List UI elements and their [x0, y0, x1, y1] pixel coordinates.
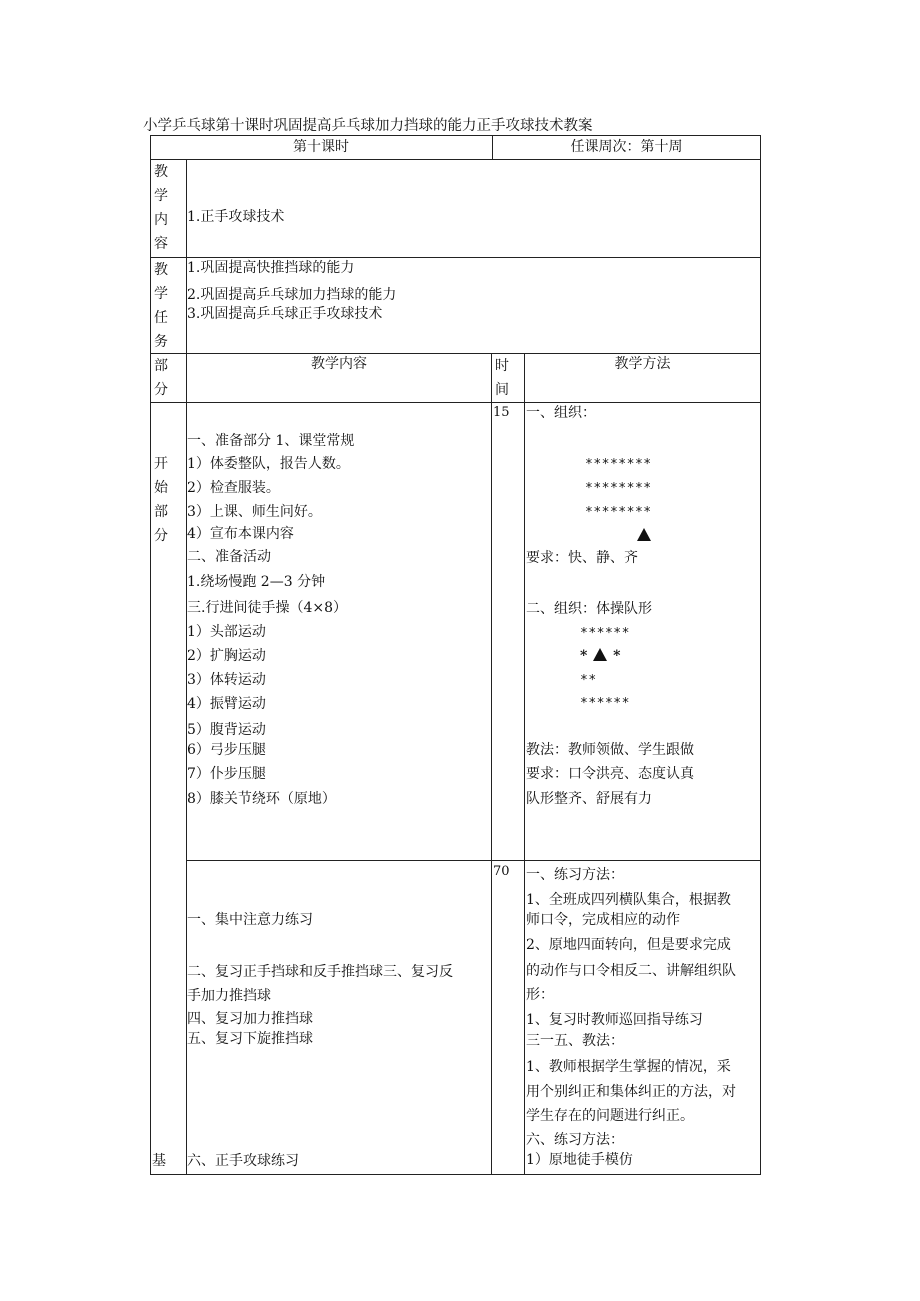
content-line: 二、复习正手挡球和反手推挡球三、复习反 — [187, 964, 453, 980]
table-border-right — [760, 135, 761, 1175]
content-line: 一、准备部分 1、课堂常规 — [187, 433, 355, 449]
content-line: 五、复习下旋推挡球 — [187, 1031, 313, 1047]
content-line: 4）振臂运动 — [187, 696, 266, 712]
content-line: 5）腹背运动 — [187, 722, 266, 738]
formation-row: ** — [580, 673, 597, 688]
col-method-header: 教学方法 — [614, 356, 671, 372]
content-line: 4）宣布本课内容 — [187, 526, 294, 542]
method-line: 用个别纠正和集体纠正的方法，对 — [526, 1084, 736, 1100]
method-line: 队形整齐、舒展有力 — [526, 791, 652, 807]
page-title: 小学乒乓球第十课时巩固提高乒乓球加力挡球的能力正手攻球技术教案 — [143, 118, 593, 134]
method-line: 1、全班成四列横队集合，根据教 — [526, 892, 731, 908]
method-line: 二、组织：体操队形 — [526, 601, 652, 617]
col-time-header: 时 间 — [495, 358, 509, 398]
table-rule — [491, 353, 492, 1175]
method-line: 1、教师根据学生掌握的情况，采 — [526, 1059, 731, 1075]
table-rule — [150, 159, 761, 160]
method-line: 1）原地徒手模仿 — [526, 1152, 633, 1168]
method-line: 教法：教师领做、学生跟做 — [526, 742, 694, 758]
lesson-number: 第十课时 — [293, 139, 349, 155]
task-item: 2.巩固提高乒乓球加力挡球的能力 — [187, 287, 397, 303]
content-line: 7）仆步压腿 — [187, 766, 266, 782]
content-line: 3）体转运动 — [187, 672, 266, 688]
formation-star: * — [613, 648, 621, 664]
table-rule — [150, 402, 761, 403]
method-line: 要求：快、静、齐 — [526, 550, 638, 566]
table-border-top — [150, 135, 761, 136]
content-line: 手加力推挡球 — [187, 988, 271, 1004]
teaching-tasks-label: 教 学 任 务 — [154, 262, 168, 350]
content-line: 8）膝关节绕环（原地） — [187, 791, 336, 807]
formation-row: ****** — [580, 626, 630, 641]
method-line: 2、原地四面转向，但是要求完成 — [526, 937, 731, 953]
method-line: 三一五、教法： — [526, 1033, 624, 1049]
method-line: 学生存在的问题进行纠正。 — [526, 1108, 694, 1124]
content-line: 2）扩胸运动 — [187, 648, 266, 664]
content-line: 1.绕场慢跑 2—3 分钟 — [187, 574, 326, 590]
teacher-triangle-icon — [637, 526, 651, 546]
formation-row: ******** — [585, 481, 652, 496]
formation-star: * — [580, 648, 588, 664]
section-basic-label: 基 — [152, 1153, 166, 1169]
method-line: 师口令，完成相应的动作 — [526, 912, 680, 928]
content-line: 3）上课、师生问好。 — [187, 504, 322, 520]
task-item: 3.巩固提高乒乓球正手攻球技术 — [187, 306, 383, 322]
method-line: 要求：口令洪亮、态度认真 — [526, 766, 694, 782]
content-line: 六、正手攻球练习 — [187, 1153, 299, 1169]
content-line: 一、集中注意力练习 — [187, 912, 313, 928]
lesson-week: 任课周次：第十周 — [570, 139, 683, 155]
content-line: 1）头部运动 — [187, 624, 266, 640]
method-line: 一、练习方法： — [526, 867, 624, 883]
method-line: 形： — [526, 987, 554, 1003]
col-content-header: 教学内容 — [311, 356, 367, 372]
formation-row: ******** — [585, 505, 652, 520]
content-line: 二、准备活动 — [187, 549, 271, 565]
content-line: 2）检查服装。 — [187, 480, 280, 496]
section-start-label: 开 始 部 分 — [154, 456, 168, 544]
section-start-time: 15 — [493, 405, 510, 420]
method-line: 六、练习方法： — [526, 1132, 624, 1148]
content-line: 6）弓步压腿 — [187, 742, 266, 758]
method-line: 1、复习时教师巡回指导练习 — [526, 1012, 703, 1028]
teacher-triangle-icon — [593, 648, 607, 661]
formation-row: ******** — [585, 457, 652, 472]
method-line: 的动作与口令相反二、讲解组织队 — [526, 963, 736, 979]
content-line: 四、复习加力推挡球 — [187, 1011, 313, 1027]
formation-row: ****** — [580, 696, 630, 711]
content-line: 三.行进间徒手操（4×8） — [187, 600, 347, 616]
col-part-header: 部 分 — [154, 358, 168, 398]
table-rule — [524, 353, 525, 1175]
method-line: 一、组织： — [526, 405, 596, 421]
teaching-content-label: 教 学 内 容 — [154, 164, 168, 252]
table-border-bottom — [150, 1174, 761, 1175]
teaching-content-text: 1.正手攻球技术 — [187, 209, 285, 225]
table-rule — [186, 860, 761, 861]
task-item: 1.巩固提高快推挡球的能力 — [187, 260, 355, 276]
formation-row — [580, 646, 620, 666]
content-line: 1）体委整队，报告人数。 — [187, 456, 350, 472]
section-basic-time: 70 — [493, 864, 510, 879]
